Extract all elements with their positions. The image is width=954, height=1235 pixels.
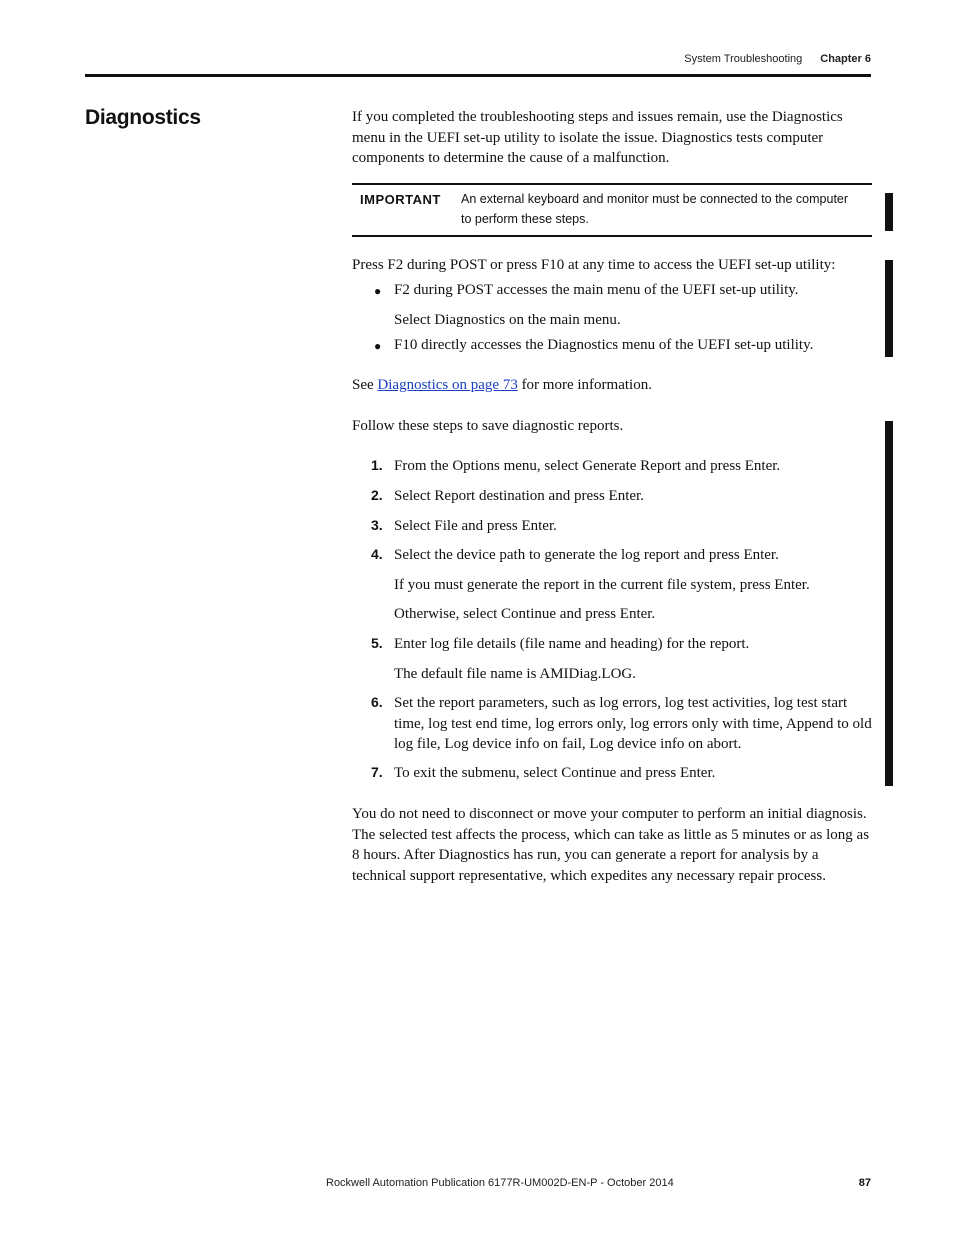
bullet-note: Select Diagnostics on the main menu. [394, 312, 621, 328]
press-line: Press F2 during POST or press F10 at any time to access the UEFI set-up utility: [352, 257, 836, 273]
change-bar [885, 421, 893, 786]
step-text: Enter log file details (file name and heading) for the report. [394, 636, 750, 652]
step-number: 3. [371, 517, 383, 533]
important-bottom-rule [352, 235, 872, 237]
intro-paragraph: If you completed the troubleshooting steps and issues remain, use the Diagnostics menu in the UEFI set-up utility to isolate the issue. Diagnostics tests computer components to determine the cause of a malfunction. [352, 109, 843, 166]
page-number: 87 [858, 1177, 871, 1189]
step-text: Select the device path to generate the log report and press Enter. [394, 547, 779, 563]
step-text: Select Report destination and press Enter. [394, 488, 644, 504]
change-bar [885, 260, 893, 357]
running-header [684, 53, 871, 65]
header-chapter: Chapter 6 [820, 53, 871, 65]
change-bar [885, 193, 893, 231]
step-number: 7. [371, 764, 383, 780]
step-text: Set the report parameters, such as log errors, log test activities, log test start time, log test end time, log errors only, log errors only with time, Append to old log file, Log device info on fail, Log device info on abort. [394, 695, 872, 752]
step-number: 2. [371, 487, 383, 503]
step-note: Otherwise, select Continue and press Enter. [394, 606, 656, 622]
important-text: An external keyboard and monitor must be connected to the computer to perform these steps. [461, 192, 849, 226]
step-note: The default file name is AMIDiag.LOG. [394, 666, 637, 682]
bullet-icon: ● [374, 284, 382, 298]
step-text: To exit the submenu, select Continue and press Enter. [394, 765, 716, 781]
important-label: IMPORTANT [360, 192, 441, 207]
section-title: Diagnostics [85, 106, 201, 129]
see-line [352, 375, 871, 396]
step-number: 6. [371, 694, 383, 710]
bullet-icon: ● [374, 339, 382, 353]
footer-publication: Rockwell Automation Publication 6177R-UM002D-EN-P - October 2014 [326, 1177, 674, 1189]
important-top-rule [352, 183, 872, 185]
header-section: System Troubleshooting [684, 53, 803, 65]
header-rule [85, 74, 871, 77]
bullet-item: F10 directly accesses the Diagnostics menu of the UEFI set-up utility. [394, 337, 814, 353]
step-text: Select File and press Enter. [394, 518, 557, 534]
step-number: 4. [371, 546, 383, 562]
step-note: If you must generate the report in the current file system, press Enter. [394, 577, 810, 593]
step-number: 1. [371, 457, 383, 473]
step-number: 5. [371, 635, 383, 651]
see-suffix: for more information. [517, 377, 652, 393]
closing-paragraph: You do not need to disconnect or move your computer to perform an initial diagnosis. The selected test affects the process, which can take as little as 5 minutes or as long as 8 hours. After Diagnostics has run, you can generate a report for analysis by a technical support representative, which expedites any necessary repair process. [352, 806, 870, 884]
step-text: From the Options menu, select Generate Report and press Enter. [394, 458, 781, 474]
bullet-item: F2 during POST accesses the main menu of the UEFI set-up utility. [394, 282, 799, 298]
follow-line: Follow these steps to save diagnostic reports. [352, 418, 624, 434]
see-prefix: See [352, 377, 378, 393]
diagnostics-page-link[interactable]: Diagnostics on page 73 [377, 377, 518, 393]
